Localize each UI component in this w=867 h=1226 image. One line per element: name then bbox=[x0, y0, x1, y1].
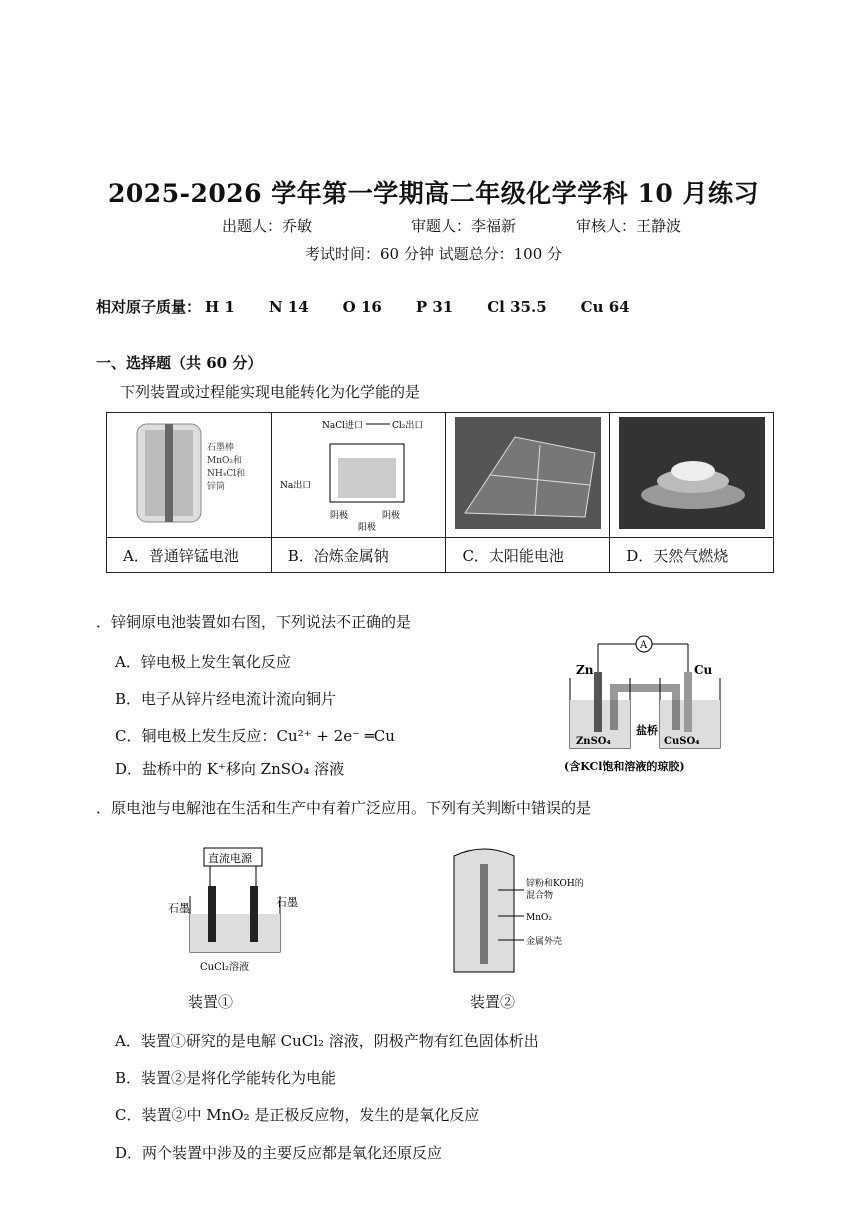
page-title: 2025-2026 学年第一学期高二年级化学学科 10 月练习 bbox=[108, 179, 759, 208]
q3-option-b: B．装置②是将化学能转化为电能 bbox=[115, 1069, 337, 1087]
reviewer: 审题人：李福新 bbox=[411, 217, 517, 235]
q3-option-c: C．装置②中 MnO₂ 是正极反应物，发生的是氧化反应 bbox=[115, 1106, 480, 1124]
section-heading: 一、选择题（共 60 分） bbox=[96, 354, 263, 372]
svg-text:Cu: Cu bbox=[694, 663, 713, 677]
q1-fig-a bbox=[107, 413, 272, 538]
q1-option-b: B．冶炼金属钠 bbox=[271, 538, 446, 573]
q1-fig-d-gas-flame bbox=[610, 413, 774, 538]
svg-text:Na出口: Na出口 bbox=[279, 481, 311, 491]
q1-fig-b bbox=[271, 413, 446, 538]
q1-option-a: A．普通锌锰电池 bbox=[107, 538, 272, 573]
q3-stem: ．原电池与电解池在生活和生产中有着广泛应用。下列有关判断中错误的是 bbox=[96, 799, 592, 817]
svg-text:Cl₂出口: Cl₂出口 bbox=[391, 421, 423, 431]
q1-option-d: D．天然气燃烧 bbox=[610, 538, 774, 573]
svg-text:ZnSO₄: ZnSO₄ bbox=[576, 736, 611, 747]
svg-text:石墨: 石墨 bbox=[168, 902, 190, 915]
checker: 审核人：王静波 bbox=[576, 217, 682, 235]
svg-text:CuCl₂溶液: CuCl₂溶液 bbox=[200, 962, 249, 973]
svg-text:A: A bbox=[640, 640, 648, 651]
q3-figure-device-2 bbox=[440, 836, 590, 982]
q2-option-c: C．铜电极上发生反应：Cu²⁺ + 2e⁻ ═Cu bbox=[115, 727, 395, 745]
svg-text:锌筒: 锌筒 bbox=[206, 482, 225, 492]
svg-text:CuSO₄: CuSO₄ bbox=[664, 736, 700, 747]
svg-text:MnO₂: MnO₂ bbox=[526, 913, 552, 923]
q2-stem: ．锌铜原电池装置如右图，下列说法不正确的是 bbox=[96, 613, 412, 631]
svg-text:MnO₂和: MnO₂和 bbox=[206, 456, 242, 466]
svg-text:NaCl进口: NaCl进口 bbox=[321, 421, 363, 431]
svg-text:阴极: 阴极 bbox=[381, 511, 400, 521]
svg-text:石墨: 石墨 bbox=[276, 896, 298, 909]
svg-text:阴极: 阴极 bbox=[329, 511, 348, 521]
svg-text:NH₄Cl和: NH₄Cl和 bbox=[206, 469, 245, 479]
svg-text:锌粉和KOH的: 锌粉和KOH的 bbox=[526, 879, 584, 889]
svg-text:阳极: 阳极 bbox=[357, 523, 376, 532]
setter: 出题人：乔敏 bbox=[222, 217, 313, 235]
q2-option-d: D．盐桥中的 K⁺移向 ZnSO₄ 溶液 bbox=[115, 760, 345, 778]
q1-option-c: C．太阳能电池 bbox=[446, 538, 610, 573]
svg-text:石墨棒: 石墨棒 bbox=[206, 443, 234, 453]
q2-option-b: B．电子从锌片经电流计流向铜片 bbox=[115, 690, 337, 708]
svg-text:金属外壳: 金属外壳 bbox=[526, 937, 563, 947]
q2-figure-zn-cu-cell bbox=[556, 630, 736, 776]
svg-text:混合物: 混合物 bbox=[526, 891, 554, 901]
q3-device-1-caption: 装置① bbox=[188, 993, 234, 1011]
q1-options-table bbox=[106, 412, 774, 573]
exam-info: 考试时间：60 分钟 试题总分：100 分 bbox=[304, 245, 563, 263]
svg-text:直流电源: 直流电源 bbox=[208, 852, 252, 865]
svg-text:Zn: Zn bbox=[576, 663, 594, 677]
svg-text:盐桥: 盐桥 bbox=[636, 724, 658, 737]
q3-device-2-caption: 装置② bbox=[470, 993, 516, 1011]
q3-option-a: A．装置①研究的是电解 CuCl₂ 溶液，阴极产物有红色固体析出 bbox=[115, 1032, 539, 1050]
atomic-masses: 相对原子质量： H 1 N 14 O 16 P 31 Cl 35.5 Cu 64 bbox=[96, 298, 630, 316]
q1-fig-c-solar-panel bbox=[446, 413, 610, 538]
q1-stem: 下列装置或过程能实现电能转化为化学能的是 bbox=[120, 383, 421, 401]
q2-option-a: A．锌电极上发生氧化反应 bbox=[115, 653, 291, 671]
q3-figure-device-1 bbox=[166, 836, 306, 982]
svg-text:(含KCl饱和溶液的琼胶): (含KCl饱和溶液的琼胶) bbox=[564, 760, 685, 773]
q3-option-d: D．两个装置中涉及的主要反应都是氧化还原反应 bbox=[115, 1144, 443, 1162]
